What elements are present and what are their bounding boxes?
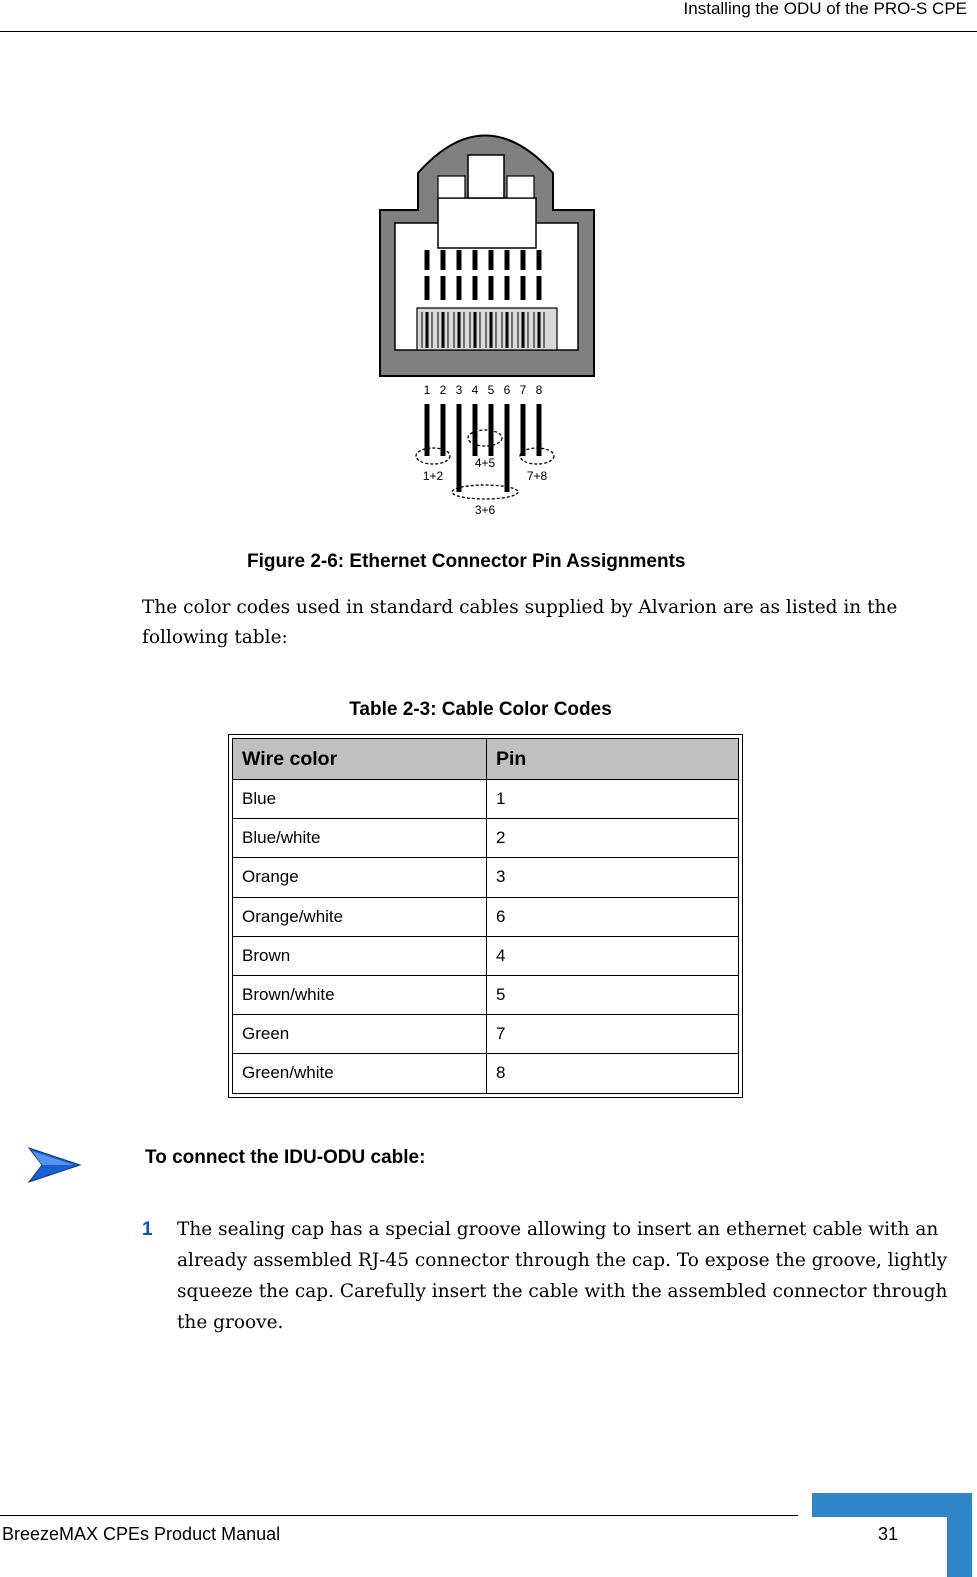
procedure-arrow-icon [28,1146,82,1184]
pin-contact [457,276,462,300]
pin-cell: 8 [487,1054,739,1093]
column-header-pin: Pin [487,739,739,780]
pin-number-label: 7 [519,383,527,397]
pin-number-label: 3 [455,383,463,397]
table-header-row [233,739,739,780]
pin-contact [489,250,494,270]
pin-contact [441,276,446,300]
wire-color-cell: Orange [233,858,487,897]
pin-contact [473,250,478,270]
wire-lead [505,404,510,492]
pin-contact [505,276,510,300]
corner-accent-mark [812,1493,972,1577]
pin-contact [537,276,542,300]
pin-cell: 4 [487,936,739,975]
table-row [233,1054,739,1093]
wire-lead [441,404,446,456]
wire-color-cell: Brown [233,936,487,975]
pin-number-label: 1 [423,383,431,397]
page-number: 31 [878,1524,899,1544]
column-header-wire-color: Wire color [233,739,487,780]
procedure-heading: To connect the IDU-ODU cable: [145,1147,426,1168]
table-row [233,819,739,858]
table-row [233,897,739,936]
pin-contact [457,250,462,270]
pin-contact [521,250,526,270]
pair-label-7-8: 7+8 [526,469,548,483]
pin-number-labels [424,383,543,397]
pin-number-label: 8 [535,383,543,397]
latch-block [438,198,536,248]
wire-lead [521,404,526,456]
pin-number-label: 2 [439,383,447,397]
wire-color-cell: Brown/white [233,975,487,1014]
wire-lead [473,404,478,456]
pair-label-3-6: 3+6 [474,503,496,517]
header-rule [0,31,977,32]
pair-label-1-2: 1+2 [422,469,444,483]
figure-caption: Figure 2-6: Ethernet Connector Pin Assignments [247,551,686,572]
pin-number-label: 5 [487,383,495,397]
intro-paragraph: The color codes used in standard cables supplied by Alvarion are as listed in the following table: [142,597,898,648]
running-header: Installing the ODU of the PRO-S CPE [683,0,967,18]
pin-cell: 3 [487,858,739,897]
pin-contact [441,250,446,270]
step-number: 1 [142,1219,153,1240]
table-row [233,1015,739,1054]
rj45-connector-figure [375,118,605,528]
pin-contact [425,276,430,300]
pair-label-4-5: 4+5 [474,456,496,470]
wire-color-cell: Blue/white [233,819,487,858]
pin-number-label: 6 [503,383,511,397]
rj45-connector-diagram [375,118,605,528]
pin-contact [425,250,430,270]
pin-cell: 1 [487,780,739,819]
pin-cell: 6 [487,897,739,936]
pin-number-label: 4 [471,383,479,397]
pin-contact [473,276,478,300]
pin-cell: 5 [487,975,739,1014]
pin-contact [537,250,542,270]
wire-lead [457,404,462,492]
footer-rule [0,1515,798,1516]
pin-contact [505,250,510,270]
wire-color-cell: Green/white [233,1054,487,1093]
pin-contact [489,276,494,300]
wire-color-cell: Blue [233,780,487,819]
pin-contact [521,276,526,300]
cable-color-table-frame [228,734,743,1098]
table-row [233,975,739,1014]
table-row [233,858,739,897]
step-text: The sealing cap has a special groove allowing to insert an ethernet cable with an already assembled RJ-45 connector through the cap. To expose the groove, lightly squeeze the cap. Carefully insert the cable with the assembled connector through the groove. [177,1219,948,1333]
footer-manual-title: BreezeMAX CPEs Product Manual [2,1524,281,1544]
wire-color-cell: Green [233,1015,487,1054]
table-row [233,936,739,975]
pin-cell: 7 [487,1015,739,1054]
wire-color-cell: Orange/white [233,897,487,936]
pin-cell: 2 [487,819,739,858]
cable-color-table [232,738,739,1094]
latch-tab [468,155,504,198]
table-caption: Table 2-3: Cable Color Codes [349,699,612,720]
table-row [233,780,739,819]
